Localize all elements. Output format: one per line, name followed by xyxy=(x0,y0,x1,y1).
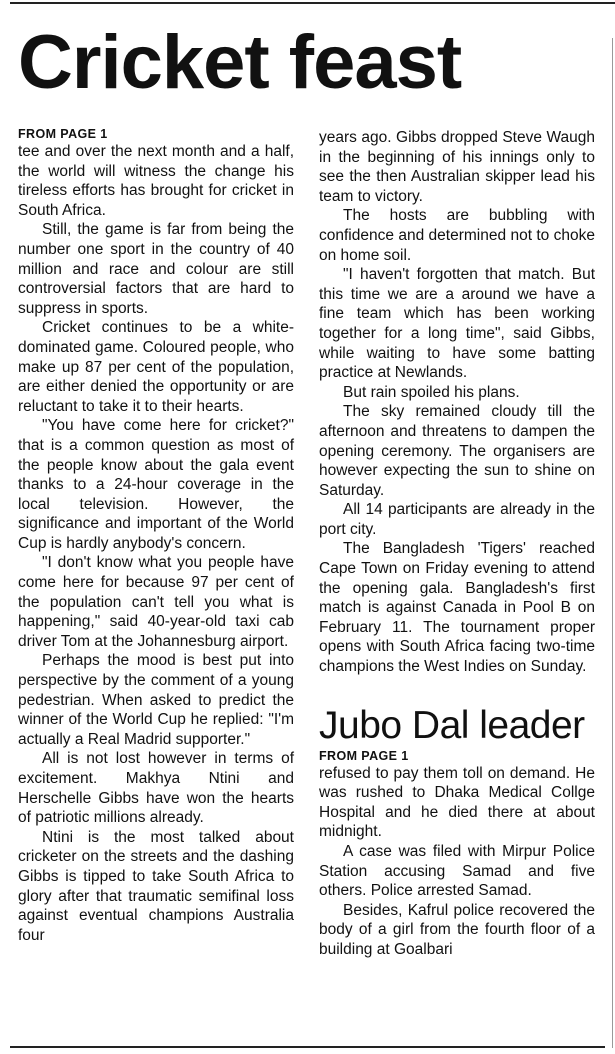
right-edge-rule xyxy=(612,38,613,1048)
paragraph: Besides, Kafrul police recovered the body of a girl from the fourth floor of a building at Goalbari xyxy=(319,901,595,958)
paragraph: The sky remained cloudy till the afternoon and threatens to dampen the opening ceremony. The organisers are however expecting the sun to shine on Saturday. xyxy=(319,403,595,499)
paragraph: A case was filed with Mirpur Police Station accusing Samad and five others. Police arrested Samad. xyxy=(319,843,595,900)
paragraph: refused to pay them toll on demand. He was rushed to Dhaka Medical Collge Hospital and he died there at about midnight. xyxy=(319,764,595,841)
paragraph: Ntini is the most talked about cricketer on the streets and the dashing Gibbs is tipped to take South Africa to glory after that traumatic semifinal loss against eventual champions Australia four xyxy=(18,828,294,944)
paragraph: Still, the game is far from being the number one sport in the country of 40 million and race and colour are still controversial factors that are hard to suppress in sports. xyxy=(18,221,294,317)
column-right xyxy=(319,128,595,960)
paragraph: "I haven't forgotten that match. But this time we are a around we have a fine team which has been working together for a long time", said Gibbs, while waiting to have some batting practice at Newlands. xyxy=(319,266,595,382)
paragraph: The hosts are bubbling with confidence and determined not to choke on home soil. xyxy=(319,207,595,264)
headline-cricket-feast: Cricket feast xyxy=(18,20,462,105)
paragraph: Perhaps the mood is best put into perspective by the comment of a young pedestrian. When asked to predict the winner of the World Cup he replied: "I'm actually a Real Madrid supporter." xyxy=(18,652,294,748)
paragraph: All 14 participants are already in the port city. xyxy=(319,501,595,538)
top-rule xyxy=(10,2,615,4)
headline-jubo-dal-leader: Jubo Dal leader xyxy=(319,703,585,747)
paragraph: "I don't know what you people have come here for because 97 per cent of the population can't tell you what is happening," said 40-year-old taxi cab driver Tom at the Johannesburg airport. xyxy=(18,554,294,650)
paragraph: years ago. Gibbs dropped Steve Waugh in the beginning of his innings only to see the then Australian skipper lead his team to victory. xyxy=(319,129,595,205)
paragraph: "You have come here for cricket?" that is a common question as most of the people know about the gala event thanks to a 24-hour coverage in the local television. However, the significance and important of the World Cup is hardly anybody's concern. xyxy=(18,417,294,552)
bottom-rule xyxy=(10,1046,605,1048)
kicker-from-page-1: FROM PAGE 1 xyxy=(18,127,108,141)
paragraph: All is not lost however in terms of excitement. Makhya Ntini and Herschelle Gibbs have won the hearts of patriotic millions already. xyxy=(18,750,294,827)
paragraph: But rain spoiled his plans. xyxy=(343,383,520,401)
paragraph: The Bangladesh 'Tigers' reached Cape Town on Friday evening to attend the opening gala. Bangladesh's first match is against Canada in Pool B on February 11. The tournament proper opens with South Africa facing two-time champions the West Indies on Sunday. xyxy=(319,540,595,676)
paragraph: Cricket continues to be a white-dominated game. Coloured people, who make up 87 per cent of the population, are either denied the opportunity or are reluctant to take it to their hearts. xyxy=(18,319,294,415)
kicker-from-page-1-second: FROM PAGE 1 xyxy=(319,748,409,763)
column-left xyxy=(18,126,294,945)
paragraph: tee and over the next month and a half, the world will witness the change his tireless efforts has brought for cricket in South Africa. xyxy=(18,143,294,219)
